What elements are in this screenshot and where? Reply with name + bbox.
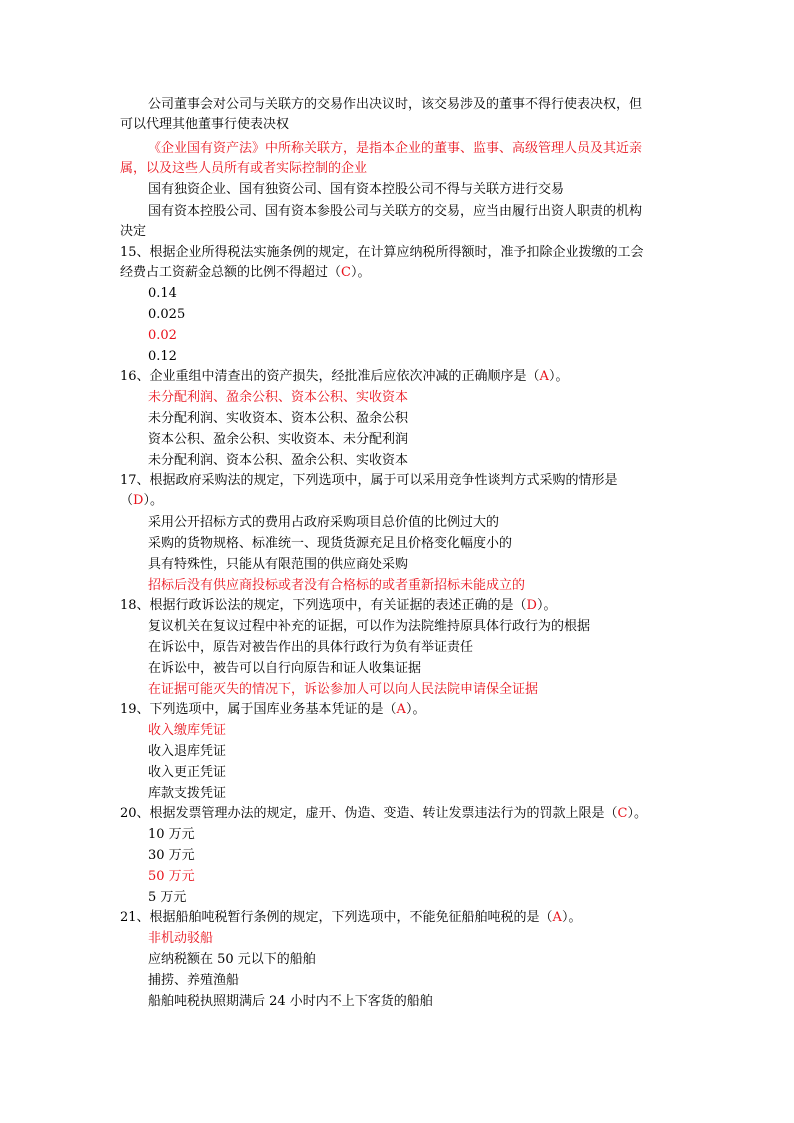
- option: 未分配利润、资本公积、盈余公积、实收资本: [148, 453, 409, 468]
- option: 具有特殊性，只能从有限范围的供应商处采购: [148, 557, 409, 572]
- option: 采用公开招标方式的费用占政府采购项目总价值的比例过大的: [148, 515, 500, 530]
- option: 0.14: [148, 286, 177, 301]
- option: 应纳税额在 50 元以下的船舶: [148, 952, 316, 967]
- intro-line-highlighted: 《企业国有资产法》中所称关联方，是指本企业的董事、监事、高级管理人员及其近亲: [148, 141, 643, 156]
- question-16: 16、企业重组中清查出的资产损失，经批准后应依次冲减的正确顺序是（A）。: [120, 369, 569, 384]
- answer-letter: D: [526, 598, 537, 613]
- option: 在诉讼中，原告对被告作出的具体行政行为负有举证责任: [148, 640, 474, 655]
- answer-letter: A: [552, 910, 562, 925]
- answer-letter: A: [539, 369, 549, 384]
- intro-line-highlighted: 属，以及这些人员所有或者实际控制的企业: [120, 161, 368, 176]
- option: 未分配利润、实收资本、资本公积、盈余公积: [148, 411, 409, 426]
- option: 库款支拨凭证: [148, 786, 227, 801]
- option: 采购的货物规格、标准统一、现货货源充足且价格变化幅度小的: [148, 536, 513, 551]
- option: 10 万元: [148, 827, 195, 842]
- question-17: 17、根据政府采购法的规定，下列选项中，属于可以采用竞争性谈判方式采购的情形是: [120, 473, 618, 488]
- intro-line: 公司董事会对公司与关联方的交易作出决议时，该交易涉及的董事不得行使表决权，但: [148, 97, 643, 112]
- option: 在诉讼中，被告可以自行向原告和证人收集证据: [148, 661, 422, 676]
- question-18: 18、根据行政诉讼法的规定，下列选项中，有关证据的表述正确的是（D）。: [120, 598, 557, 613]
- option-correct: 在证据可能灭失的情况下，诉讼参加人可以向人民法院申请保全证据: [148, 682, 539, 697]
- option-correct: 未分配利润、盈余公积、资本公积、实收资本: [148, 390, 409, 405]
- option: 收入退库凭证: [148, 744, 227, 759]
- question-21: 21、根据船舶吨税暂行条例的规定，下列选项中，不能免征船舶吨税的是（A）。: [120, 910, 582, 925]
- answer-letter: C: [341, 265, 351, 280]
- option-correct: 50 万元: [148, 869, 195, 884]
- intro-line: 国有资本控股公司、国有资本参股公司与关联方的交易，应当由履行出资人职责的机构: [148, 204, 643, 219]
- answer-letter: D: [133, 493, 144, 508]
- option: 0.12: [148, 349, 177, 364]
- option: 5 万元: [148, 890, 187, 905]
- option: 30 万元: [148, 848, 195, 863]
- option-correct: 0.02: [148, 328, 177, 343]
- question-19: 19、下列选项中，属于国库业务基本凭证的是（A）。: [120, 702, 426, 717]
- option: 复议机关在复议过程中补充的证据，可以作为法院维持原具体行政行为的根据: [148, 619, 591, 634]
- option: 收入更正凭证: [148, 765, 227, 780]
- intro-line: 国有独资企业、国有独资公司、国有资本控股公司不得与关联方进行交易: [148, 182, 565, 197]
- option-correct: 招标后没有供应商投标或者没有合格标的或者重新招标未能成立的: [148, 578, 526, 593]
- option: 捕捞、养殖渔船: [148, 973, 240, 988]
- question-15-cont: 经费占工资薪金总额的比例不得超过（C）。: [120, 265, 371, 280]
- option: 资本公积、盈余公积、实收资本、未分配利润: [148, 432, 409, 447]
- option: 船舶吨税执照期满后 24 小时内不上下客货的船舶: [148, 994, 433, 1009]
- option: 0.025: [148, 307, 186, 322]
- intro-line: 可以代理其他董事行使表决权: [120, 117, 290, 132]
- option-correct: 收入缴库凭证: [148, 723, 227, 738]
- question-17-cont: （D）。: [120, 493, 163, 508]
- answer-letter: C: [617, 806, 628, 821]
- option-correct: 非机动驳船: [148, 931, 214, 946]
- answer-letter: A: [396, 702, 406, 717]
- intro-line: 决定: [120, 224, 147, 239]
- question-20: 20、根据发票管理办法的规定，虚开、伪造、变造、转让发票违法行为的罚款上限是（C）。: [120, 806, 648, 821]
- question-15: 15、根据企业所得税法实施条例的规定，在计算应纳税所得额时，准予扣除企业拨缴的工会: [120, 245, 644, 260]
